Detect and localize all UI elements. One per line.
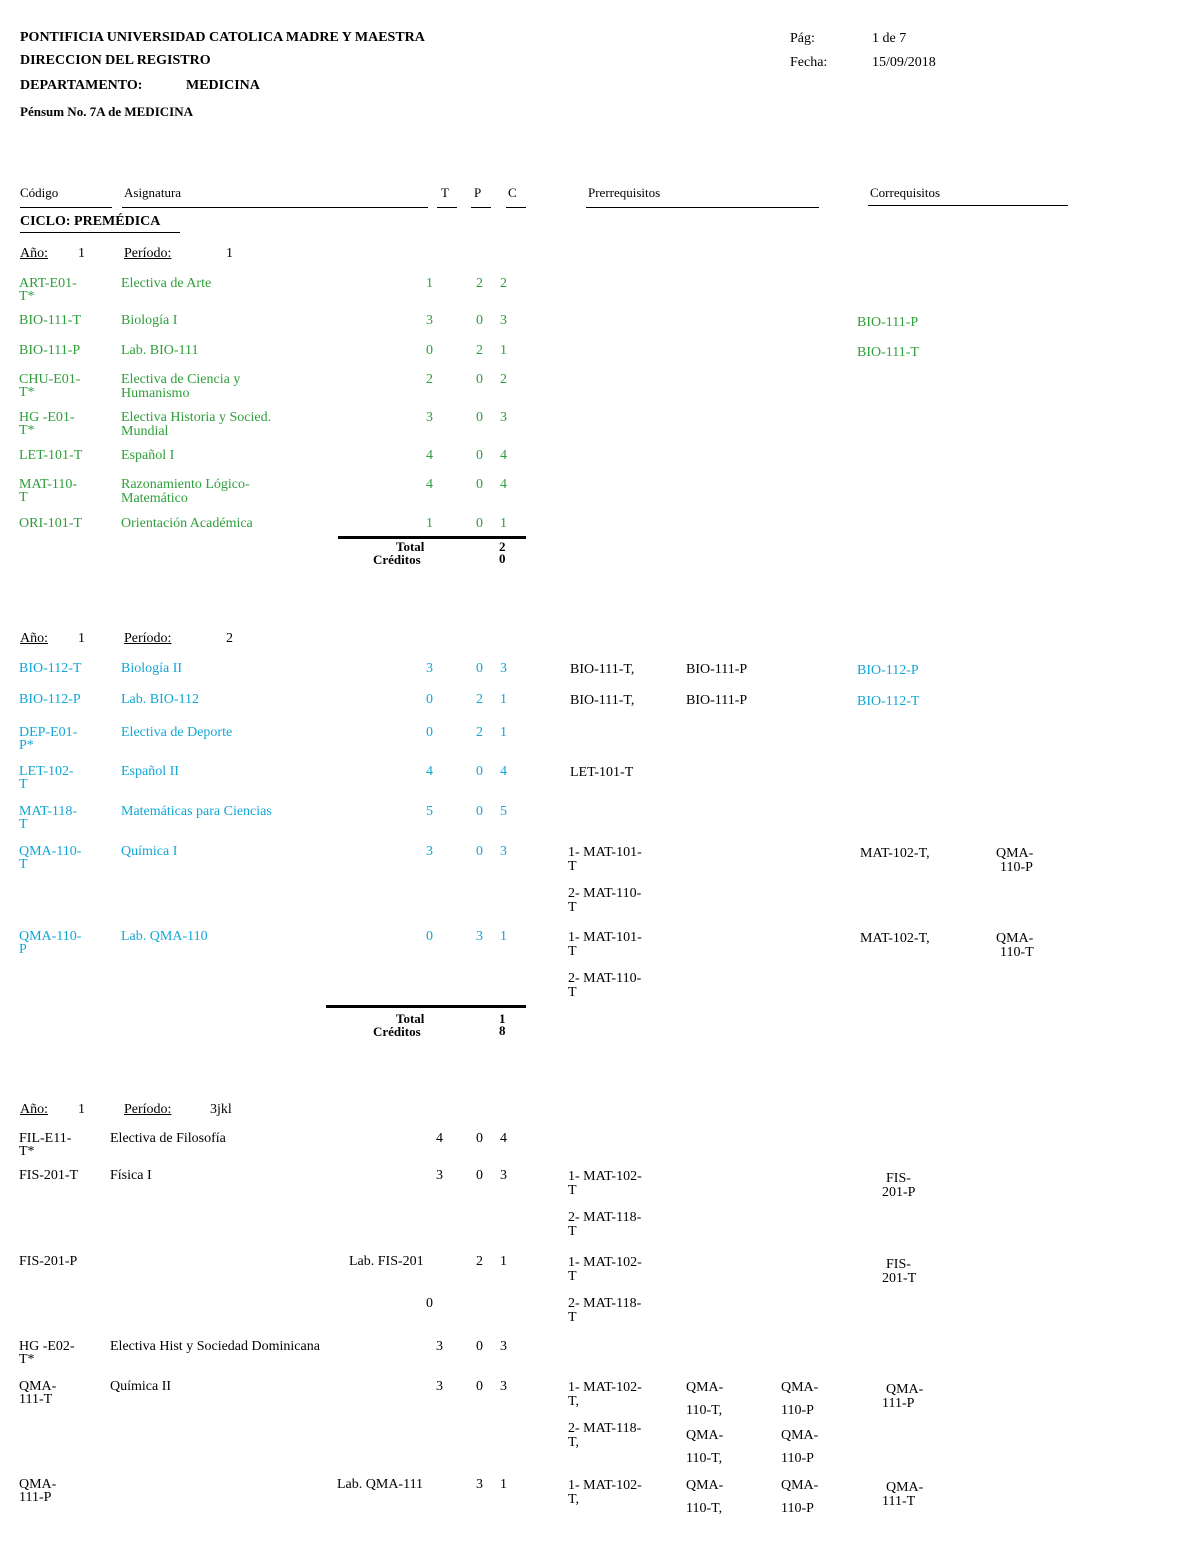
course-name: Electiva de Arte <box>121 276 212 291</box>
department-value: MEDICINA <box>186 78 260 93</box>
course-code: FIS-201-T <box>19 1168 79 1183</box>
practice-hours: 0 <box>476 372 483 387</box>
credits: 1 <box>500 1477 507 1492</box>
practice-hours: 0 <box>476 313 483 328</box>
credits: 1 <box>500 692 507 707</box>
prerequisite-cont: T, <box>568 1435 580 1450</box>
credits: 2 <box>500 276 507 291</box>
course-code: BIO-112-T <box>19 661 82 676</box>
col-prereq: Prerrequisitos <box>588 185 661 200</box>
theory-hours: 5 <box>426 804 433 819</box>
prerequisite: QMA- <box>686 1428 724 1443</box>
corequisite: QMA- <box>886 1480 924 1495</box>
prerequisite: 1- MAT-101- <box>568 930 642 945</box>
corequisite: QMA- <box>886 1382 924 1397</box>
theory-hours: 4 <box>426 477 433 492</box>
prerequisite: 1- MAT-101- <box>568 845 642 860</box>
prerequisite: QMA- <box>781 1380 819 1395</box>
credits: 3 <box>500 1339 507 1354</box>
period-label: Período: <box>124 631 172 646</box>
course-code: MAT-118- <box>19 804 78 819</box>
credits: 2 <box>500 372 507 387</box>
practice-hours: 2 <box>476 725 483 740</box>
col-code: Código <box>20 185 59 200</box>
corequisite-cont: 111-T <box>882 1494 916 1509</box>
col-c: C <box>508 185 517 200</box>
practice-hours: 0 <box>476 661 483 676</box>
credits: 3 <box>500 313 507 328</box>
course-code-cont: T <box>19 490 28 505</box>
theory-hours: 3 <box>436 1379 443 1394</box>
prerequisite: BIO-111-T, <box>570 693 635 708</box>
course-name: Lab. FIS-201 <box>349 1254 424 1269</box>
col-p: P <box>474 185 482 200</box>
course-code: DEP-E01- <box>19 725 78 740</box>
course-code: ORI-101-T <box>19 516 82 531</box>
course-name-cont: Mundial <box>121 424 169 439</box>
theory-hours: 0 <box>426 1296 433 1311</box>
credits: 4 <box>500 477 507 492</box>
practice-hours: 2 <box>476 692 483 707</box>
prerequisite-cont: T, <box>568 1394 580 1409</box>
course-name: Matemáticas para Ciencias <box>121 804 272 819</box>
prerequisite: QMA- <box>781 1428 819 1443</box>
theory-hours: 0 <box>426 725 433 740</box>
prerequisite-cont: T <box>568 985 577 1000</box>
prerequisite: 2- MAT-118- <box>568 1296 642 1311</box>
prerequisite: 2- MAT-110- <box>568 971 642 986</box>
total-label: Total <box>396 539 425 554</box>
corequisite: BIO-111-P <box>857 315 919 330</box>
course-name: Electiva Hist y Sociedad Dominicana <box>110 1339 320 1354</box>
course-code-cont: T* <box>19 385 35 400</box>
course-name: Español I <box>121 448 175 463</box>
p-underline <box>471 207 491 208</box>
corequisite: MAT-102-T, <box>860 931 930 946</box>
course-code-cont: T <box>19 817 28 832</box>
practice-hours: 2 <box>476 343 483 358</box>
credits: 1 <box>500 343 507 358</box>
prerequisite-cont: T <box>568 859 577 874</box>
theory-hours: 4 <box>426 764 433 779</box>
prerequisite-cont: T <box>568 1224 577 1239</box>
practice-hours: 0 <box>476 410 483 425</box>
cycle-underline <box>20 232 180 233</box>
credits: 3 <box>500 410 507 425</box>
period-value: 1 <box>226 246 233 261</box>
practice-hours: 0 <box>476 448 483 463</box>
theory-hours: 3 <box>426 313 433 328</box>
period-label: Período: <box>124 246 172 261</box>
course-code: HG -E01- <box>19 410 75 425</box>
prerequisite: BIO-111-P <box>686 662 748 677</box>
prerequisite: QMA- <box>781 1478 819 1493</box>
practice-hours: 0 <box>476 804 483 819</box>
prerequisite: 1- MAT-102- <box>568 1380 642 1395</box>
course-code: LET-102- <box>19 764 74 779</box>
credits: 4 <box>500 1131 507 1146</box>
practice-hours: 0 <box>476 1168 483 1183</box>
prerequisite-cont: 110-T, <box>686 1403 723 1418</box>
prerequisite: BIO-111-P <box>686 693 748 708</box>
course-name: Orientación Académica <box>121 516 253 531</box>
course-name: Biología II <box>121 661 183 676</box>
theory-hours: 3 <box>426 844 433 859</box>
theory-hours: 4 <box>426 448 433 463</box>
total-rule <box>326 1005 526 1008</box>
course-name: Electiva de Ciencia y <box>121 372 241 387</box>
university-name: PONTIFICIA UNIVERSIDAD CATOLICA MADRE Y MAESTRA <box>20 30 425 45</box>
prerequisite-cont: T <box>568 900 577 915</box>
total-credits-digit: 8 <box>499 1023 506 1038</box>
prerequisite-cont: T <box>568 944 577 959</box>
corequisite-cont: 201-T <box>882 1271 917 1286</box>
theory-hours: 1 <box>426 516 433 531</box>
course-code: MAT-110- <box>19 477 78 492</box>
practice-hours: 2 <box>476 276 483 291</box>
year-label: Año: <box>20 631 48 646</box>
course-code-cont: T* <box>19 1352 35 1367</box>
course-code-cont: T* <box>19 1144 35 1159</box>
course-name: Lab. BIO-112 <box>121 692 200 707</box>
department-label: DEPARTAMENTO: <box>20 78 143 93</box>
practice-hours: 3 <box>476 929 483 944</box>
course-code-cont: 111-P <box>19 1490 52 1505</box>
corequisite: QMA- <box>996 931 1034 946</box>
course-code: QMA-110- <box>19 929 82 944</box>
col-t: T <box>441 185 449 200</box>
course-name-cont: Matemático <box>121 491 188 506</box>
course-name: Biología I <box>121 313 178 328</box>
course-code-cont: T <box>19 777 28 792</box>
total-credits-digit: 2 <box>499 539 506 554</box>
period-value: 2 <box>226 631 233 646</box>
course-code-cont: P <box>19 942 27 957</box>
practice-hours: 0 <box>476 844 483 859</box>
theory-hours: 1 <box>426 276 433 291</box>
practice-hours: 0 <box>476 1379 483 1394</box>
prerequisite: 1- MAT-102- <box>568 1255 642 1270</box>
prerequisite-cont: T <box>568 1269 577 1284</box>
practice-hours: 0 <box>476 516 483 531</box>
course-code-cont: T* <box>19 289 35 304</box>
course-code: QMA- <box>19 1477 57 1492</box>
total-rule <box>338 536 526 539</box>
date-label: Fecha: <box>790 55 828 70</box>
course-code-cont: 111-T <box>19 1392 53 1407</box>
corequisite-cont: 201-P <box>882 1185 916 1200</box>
course-name: Lab. QMA-110 <box>121 929 208 944</box>
theory-hours: 3 <box>436 1168 443 1183</box>
year-label: Año: <box>20 246 48 261</box>
course-name: Lab. BIO-111 <box>121 343 199 358</box>
course-name: Español II <box>121 764 179 779</box>
course-code-cont: P* <box>19 738 34 753</box>
credits: 4 <box>500 764 507 779</box>
course-name: Química II <box>110 1379 172 1394</box>
prereq-underline <box>586 207 819 208</box>
credits: 1 <box>500 516 507 531</box>
course-code: CHU-E01- <box>19 372 81 387</box>
course-code: FIS-201-P <box>19 1254 78 1269</box>
page-label: Pág: <box>790 31 815 46</box>
prerequisite-cont: T <box>568 1310 577 1325</box>
prerequisite-cont: 110-P <box>781 1403 814 1418</box>
code-underline <box>20 207 112 208</box>
prerequisite-cont: T, <box>568 1492 580 1507</box>
course-code: QMA-110- <box>19 844 82 859</box>
course-code: BIO-111-P <box>19 343 81 358</box>
credits: 1 <box>500 1254 507 1269</box>
prerequisite: 2- MAT-110- <box>568 886 642 901</box>
page-value: 1 de 7 <box>872 31 907 46</box>
prerequisite-cont: 110-P <box>781 1501 814 1516</box>
theory-hours: 0 <box>426 929 433 944</box>
corequisite-cont: 110-P <box>1000 860 1033 875</box>
total-label: Total <box>396 1011 425 1026</box>
prerequisite: 1- MAT-102- <box>568 1478 642 1493</box>
corequisite-cont: 110-T <box>1000 945 1034 960</box>
coreq-underline <box>868 205 1068 206</box>
year-value: 1 <box>78 631 85 646</box>
credits: 1 <box>500 725 507 740</box>
t-underline <box>437 207 457 208</box>
course-name: Química I <box>121 844 178 859</box>
corequisite: MAT-102-T, <box>860 846 930 861</box>
practice-hours: 0 <box>476 1339 483 1354</box>
credits-label: Créditos <box>373 1024 421 1039</box>
course-name: Electiva de Filosofía <box>110 1131 226 1146</box>
c-underline <box>506 207 526 208</box>
credits: 1 <box>500 929 507 944</box>
course-code: HG -E02- <box>19 1339 75 1354</box>
prerequisite: QMA- <box>686 1380 724 1395</box>
practice-hours: 0 <box>476 477 483 492</box>
corequisite: BIO-111-T <box>857 345 919 360</box>
credits: 3 <box>500 844 507 859</box>
course-code-cont: T* <box>19 423 35 438</box>
theory-hours: 4 <box>436 1131 443 1146</box>
prerequisite-cont: 110-T, <box>686 1451 723 1466</box>
period-label: Período: <box>124 1102 172 1117</box>
course-name: Física I <box>110 1168 152 1183</box>
course-name: Electiva de Deporte <box>121 725 233 740</box>
year-label: Año: <box>20 1102 48 1117</box>
corequisite: BIO-112-P <box>857 663 919 678</box>
theory-hours: 2 <box>426 372 433 387</box>
prerequisite: 2- MAT-118- <box>568 1421 642 1436</box>
course-code-cont: T <box>19 857 28 872</box>
prerequisite: QMA- <box>686 1478 724 1493</box>
course-code: BIO-111-T <box>19 313 81 328</box>
course-code: BIO-112-P <box>19 692 81 707</box>
course-code: LET-101-T <box>19 448 83 463</box>
prerequisite-cont: T <box>568 1183 577 1198</box>
credits: 3 <box>500 661 507 676</box>
course-code: FIL-E11- <box>19 1131 72 1146</box>
prerequisite: 2- MAT-118- <box>568 1210 642 1225</box>
year-value: 1 <box>78 1102 85 1117</box>
credits: 5 <box>500 804 507 819</box>
credits: 3 <box>500 1168 507 1183</box>
practice-hours: 0 <box>476 764 483 779</box>
corequisite: FIS- <box>886 1171 911 1186</box>
theory-hours: 0 <box>426 343 433 358</box>
total-credits-digit: 0 <box>499 551 506 566</box>
corequisite: FIS- <box>886 1257 911 1272</box>
credits: 4 <box>500 448 507 463</box>
prerequisite: 1- MAT-102- <box>568 1169 642 1184</box>
course-code: QMA- <box>19 1379 57 1394</box>
theory-hours: 3 <box>436 1339 443 1354</box>
col-subject: Asignatura <box>124 185 182 200</box>
credits: 3 <box>500 1379 507 1394</box>
practice-hours: 0 <box>476 1131 483 1146</box>
corequisite: BIO-112-T <box>857 694 920 709</box>
prerequisite: LET-101-T <box>570 765 634 780</box>
course-name-cont: Humanismo <box>121 386 190 401</box>
course-name: Lab. QMA-111 <box>337 1477 424 1492</box>
practice-hours: 2 <box>476 1254 483 1269</box>
course-code: ART-E01- <box>19 276 77 291</box>
practice-hours: 3 <box>476 1477 483 1492</box>
credits-label: Créditos <box>373 552 421 567</box>
registry-direction: DIRECCION DEL REGISTRO <box>20 53 211 68</box>
prerequisite-cont: 110-P <box>781 1451 814 1466</box>
course-name: Electiva Historia y Socied. <box>121 410 272 425</box>
theory-hours: 0 <box>426 692 433 707</box>
theory-hours: 3 <box>426 661 433 676</box>
subject-underline <box>122 207 428 208</box>
year-value: 1 <box>78 246 85 261</box>
corequisite-cont: 111-P <box>882 1396 915 1411</box>
cycle-title: CICLO: PREMÉDICA <box>20 214 161 229</box>
pensum-title: Pénsum No. 7A de MEDICINA <box>20 104 193 119</box>
theory-hours: 3 <box>426 410 433 425</box>
prerequisite-cont: 110-T, <box>686 1501 723 1516</box>
prerequisite: BIO-111-T, <box>570 662 635 677</box>
course-name: Razonamiento Lógico- <box>121 477 250 492</box>
total-credits-digit: 1 <box>499 1011 506 1026</box>
date-value: 15/09/2018 <box>872 55 936 70</box>
col-coreq: Correquisitos <box>870 185 941 200</box>
period-value: 3jkl <box>210 1102 232 1117</box>
corequisite: QMA- <box>996 846 1034 861</box>
